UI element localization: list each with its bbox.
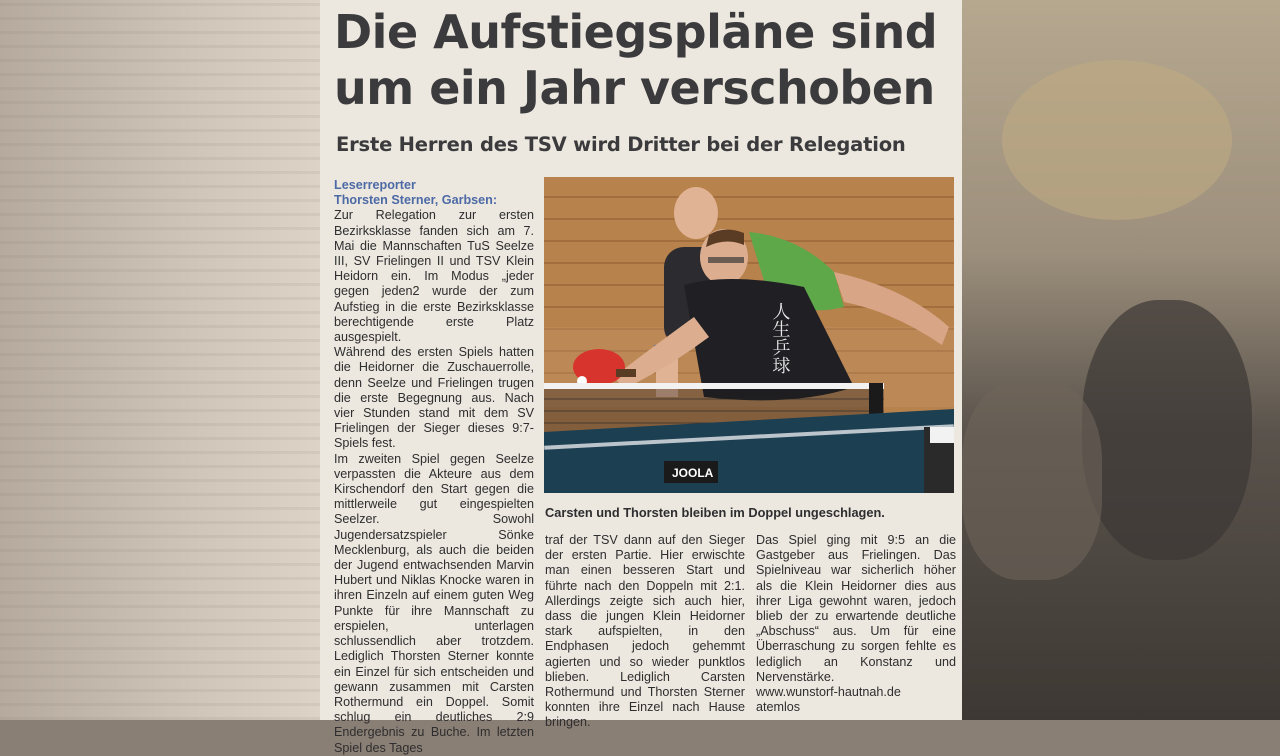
source-url: www.wunstorf-hautnah.de	[756, 685, 901, 700]
table-tennis-photo	[544, 177, 954, 493]
subheadline: Erste Herren des TSV wird Dritter bei der Relegation	[336, 133, 906, 156]
shirt-print	[770, 302, 791, 374]
headline-line-2: um ein Jahr verschoben	[334, 61, 935, 115]
headline-line-1: Die Aufstiegspläne sind	[334, 5, 938, 59]
newspaper-clipping	[320, 0, 962, 755]
paragraph-2: Während des ersten Spiels hatten die Heidorner die Zuschauerrolle, denn Seelze und Frielingen trugen die erste Begegnung aus. Nach vier Stunden stand mit dem SV Frielingen der Sieger dieses 9:7-Spiels fest.	[334, 345, 534, 451]
photo-caption: Carsten und Thorsten bleiben im Doppel ungeschlagen.	[545, 505, 885, 520]
table-brand-label: JOOLA	[672, 466, 714, 480]
column-3-text: Das Spiel ging mit 9:5 an die Gastgeber aus Frielingen. Das Spielniveau war sicherlich höher als die Klein Heidorner dies aus ihrer Liga gewohnt waren, jedoch blieb der zu erwartende deutliche „Abschuss“ aus. Um für eine Überraschung zu sorgen fehlte es lediglich an Konstanz und Nervenstärke.	[756, 533, 956, 684]
article-column-1	[334, 178, 534, 756]
shirt-print-text: 人生乒球	[769, 302, 791, 374]
article-column-3	[756, 533, 956, 715]
byline-author: Thorsten Sterner, Garbsen:	[334, 193, 498, 208]
author-signature: atemlos	[756, 700, 801, 715]
column-2-text: traf der TSV dann auf den Sieger der ersten Partie. Hier erwischte man einen besseren Start und führte nach den Doppeln mit 2:1. Allerdings zeigte sich auch hier, dass die jungen Klein Heidorner stark aufspielten, in den Endphasen jedoch gehemmt agierten und so wieder punktlos blieben. Lediglich Carsten Rothermund und Thorsten Sterner konnten ihre Einzel nach Hause bringen.	[545, 533, 745, 730]
blurred-background-left	[0, 0, 320, 720]
headline	[334, 4, 954, 116]
blurred-background-right	[962, 0, 1280, 720]
paragraph-3: Im zweiten Spiel gegen Seelze verpassten die Akteure aus dem Kirschendorf den Start gegen die mittlerweile gut eingespielten Seelzer. Sowohl Jugendersatzspieler Sönke Mecklenburg, als auch die beiden der Jugend entwachsenden Marvin Hubert und Niklas Knocke waren in ihren Einzeln auf einem guten Weg Punkte für ihre Mannschaft zu erspielen, unterlagen schlussendlich aber trotzdem. Lediglich Thorsten Sterner konnte ein Einzel für sich entscheiden und gewann zusammen mit Carsten Rothermund ein Doppel. Somit schlug ein deutliches 2:9 Endergebnis zu Buche. Im letzten Spiel des Tages	[334, 451, 534, 755]
article-column-2	[545, 533, 745, 731]
byline-role: Leserreporter	[334, 178, 416, 192]
paragraph-1: Zur Relegation zur ersten Bezirksklasse fanden sich am 7. Mai die Mannschaften TuS Seelze III, SV Frielingen II und TSV Klein Heidorn ein. Im Modus „jeder gegen jeden2 wurde der zum Aufstieg in die erste Bezirksklasse berechtigende erste Platz ausgespielt.	[334, 208, 534, 345]
